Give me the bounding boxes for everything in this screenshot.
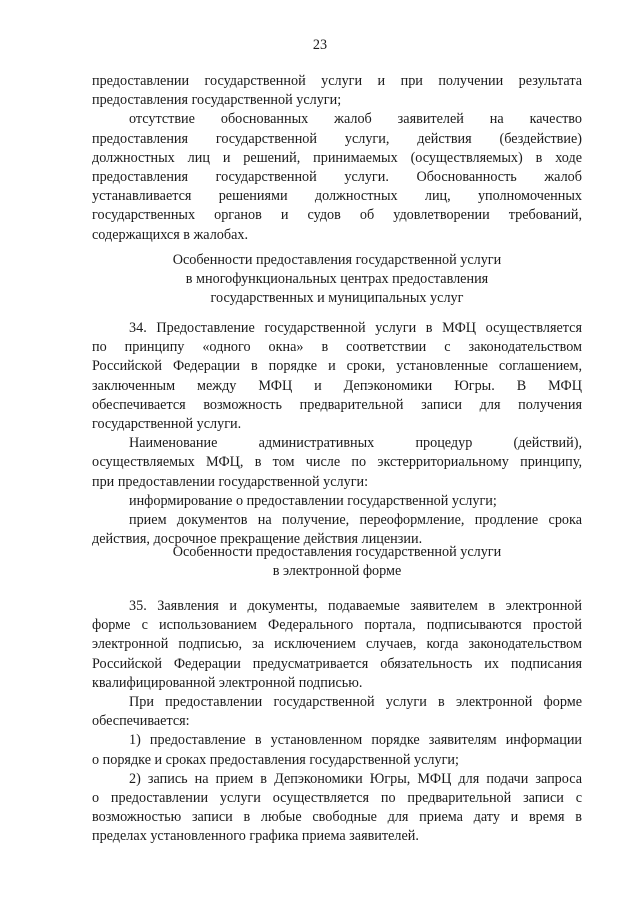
text-line: заключенным между МФЦ и Депэкономики Югры. В МФЦ: [92, 377, 582, 394]
text-line: Российской Федерации в порядке и сроки, установленные соглашением,: [92, 358, 582, 375]
text-line: квалифицированной электронной подписью.: [92, 674, 363, 691]
text-line: Наименование административных процедур (действий),: [129, 435, 582, 452]
paragraph-block-complaints: [92, 72, 582, 245]
section-heading-electronic: [92, 543, 582, 581]
text-line: государственных органов и судов об удовлетворении требований,: [92, 207, 582, 224]
text-line: информирование о предоставлении государственной услуги;: [129, 492, 497, 509]
text-line: предоставления государственной услуги. Обоснованность жалоб: [92, 169, 582, 186]
page-number: 23: [312, 37, 328, 53]
heading-line: Особенности предоставления государственной услуги: [172, 544, 502, 560]
text-line: по принципу «одного окна» в соответствии с законодательством: [92, 339, 582, 356]
heading-line: государственных и муниципальных услуг: [210, 290, 464, 307]
text-line: должностных лиц и решений, принимаемых (осуществляемых) в ходе: [92, 149, 582, 166]
text-line: обеспечивается:: [92, 713, 190, 730]
text-line: о порядке и сроках предоставления государственной услуги;: [92, 751, 459, 768]
heading-line: Особенности предоставления государственной услуги: [172, 252, 502, 268]
text-line: При предоставлении государственной услуги в электронной форме: [129, 694, 582, 711]
text-line: обеспечивается возможность предварительной записи для получения: [92, 396, 582, 413]
section-heading-mfc: [92, 251, 582, 309]
text-line: предоставления государственной услуги;: [92, 92, 342, 109]
text-line: форме с использованием Федерального портала, подписываются простой: [92, 617, 582, 634]
text-line: устанавливается решениями должностных лиц, уполномоченных: [92, 188, 582, 205]
text-line: государственной услуги.: [92, 416, 242, 433]
text-line: электронной подписью, за исключением случаев, когда законодательством: [92, 636, 582, 653]
text-line: пределах установленного графика приема заявителей.: [92, 828, 419, 845]
text-line: 35. Заявления и документы, подаваемые заявителем в электронной: [129, 598, 582, 614]
text-line: при предоставлении государственной услуги:: [92, 473, 369, 490]
heading-line: в электронной форме: [272, 563, 402, 580]
heading-line: в многофункциональных центрах предоставления: [185, 271, 489, 288]
text-line: о предоставлении услуги осуществляется по предварительной записи с: [92, 790, 582, 807]
paragraph-block-electronic: [92, 597, 582, 847]
text-line: предоставления государственной услуги, действия (бездействие): [92, 130, 582, 147]
text-line: предоставлении государственной услуги и при получении результата: [92, 73, 582, 89]
text-line: Российской Федерации предусматривается обязательность их подписания: [92, 655, 582, 672]
paragraph-block-mfc: [92, 319, 582, 549]
text-line: возможностью записи в любые свободные для приема дату и время в: [92, 809, 582, 826]
text-line: действия, досрочное прекращение действия лицензии.: [92, 531, 423, 548]
text-line: отсутствие обоснованных жалоб заявителей на качество: [129, 111, 582, 128]
text-line: 1) предоставление в установленном порядке заявителям информации: [129, 732, 582, 749]
text-line: 2) запись на прием в Депэкономики Югры, МФЦ для подачи запроса: [129, 770, 582, 787]
text-line: осуществляемых МФЦ, в том числе по экстерриториальному принципу,: [92, 454, 582, 471]
text-line: прием документов на получение, переоформление, продление срока: [129, 512, 582, 529]
text-line: 34. Предоставление государственной услуги в МФЦ осуществляется: [129, 320, 582, 336]
text-line: содержащихся в жалобах.: [92, 226, 249, 243]
